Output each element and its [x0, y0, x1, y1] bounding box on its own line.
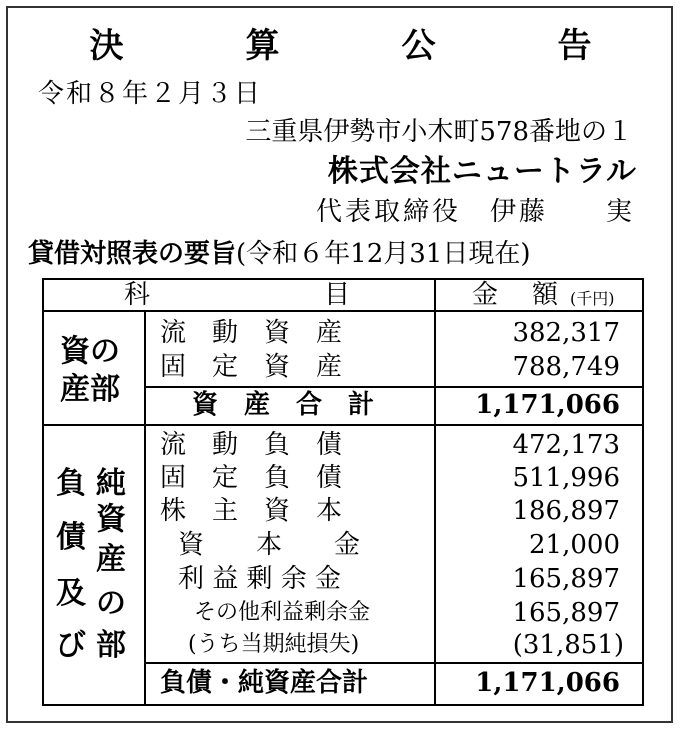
- assets-total-value: 1,171,066: [475, 390, 620, 420]
- liabilities-total-divider: [144, 662, 642, 664]
- liab-total-label: 負債・純資産合計: [160, 668, 369, 698]
- liab-group-col1-0: 負: [56, 466, 86, 501]
- liab-group-col2-3: の: [96, 586, 126, 621]
- amount-column-divider: [434, 280, 436, 704]
- liab-group-col2-1: 資: [96, 502, 126, 537]
- assets-group-label-1: 資の: [60, 334, 120, 369]
- assets-total-label: 資 産 合 計: [192, 390, 375, 420]
- balance-sheet-table: [42, 278, 644, 706]
- header-kamoku: 科: [124, 280, 151, 310]
- liab-row-value-3: 21,000: [529, 530, 620, 560]
- liab-row-label-6: (うち当期純損失): [188, 632, 360, 657]
- representative: 代表取締役 伊藤 実: [315, 197, 635, 227]
- section-title: 貸借対照表の要旨: [28, 239, 237, 269]
- notice-date: 令和８年２月３日: [38, 79, 263, 109]
- liab-group-col1-1: 債: [56, 520, 86, 555]
- group-column-divider: [144, 310, 146, 704]
- header-divider: [44, 310, 642, 312]
- liab-row-value-0: 472,173: [512, 430, 620, 460]
- liab-total-value: 1,171,066: [475, 668, 620, 698]
- asset-row-label-1: 固 定 資 産: [160, 352, 343, 382]
- header-moku: 目: [324, 280, 351, 310]
- company-name: 株式会社ニュートラル: [327, 154, 637, 189]
- liab-row-value-2: 186,897: [512, 496, 620, 526]
- liab-row-value-6: (31,851): [512, 630, 624, 660]
- asset-row-label-0: 流 動 資 産: [160, 318, 343, 348]
- notice-title: 決 算 公 告: [89, 26, 636, 66]
- liab-row-label-0: 流 動 負 債: [160, 430, 343, 460]
- liab-row-label-3: 資 本 金: [178, 530, 361, 560]
- liab-group-col2-0: 純: [96, 466, 126, 501]
- liab-row-label-1: 固 定 負 債: [160, 463, 343, 493]
- liab-row-value-5: 165,897: [512, 598, 620, 628]
- liab-row-label-2: 株 主 資 本: [160, 496, 343, 526]
- header-kingaku: 金 額: [472, 280, 563, 310]
- liab-group-col1-3: び: [56, 628, 86, 663]
- liab-row-value-4: 165,897: [512, 564, 620, 594]
- assets-section-divider: [44, 424, 642, 426]
- liab-row-value-1: 511,996: [512, 463, 620, 493]
- assets-group-label-2: 産部: [60, 372, 120, 407]
- liab-group-col2-4: 部: [96, 628, 126, 663]
- liab-group-col2-2: 産: [96, 542, 126, 577]
- header-unit: (千円): [570, 289, 615, 308]
- section-period: (令和６年12月31日現在): [236, 239, 531, 269]
- asset-row-value-1: 788,749: [512, 352, 620, 382]
- liab-row-label-4: 利 益 剰 余 金: [178, 564, 342, 594]
- liab-row-label-5: その他利益剰余金: [194, 600, 371, 625]
- asset-row-value-0: 382,317: [512, 318, 620, 348]
- company-address: 三重県伊勢市小木町578番地の１: [245, 117, 633, 147]
- liab-group-col1-2: 及: [56, 576, 86, 611]
- assets-total-divider: [144, 386, 642, 388]
- section-heading: [28, 238, 530, 270]
